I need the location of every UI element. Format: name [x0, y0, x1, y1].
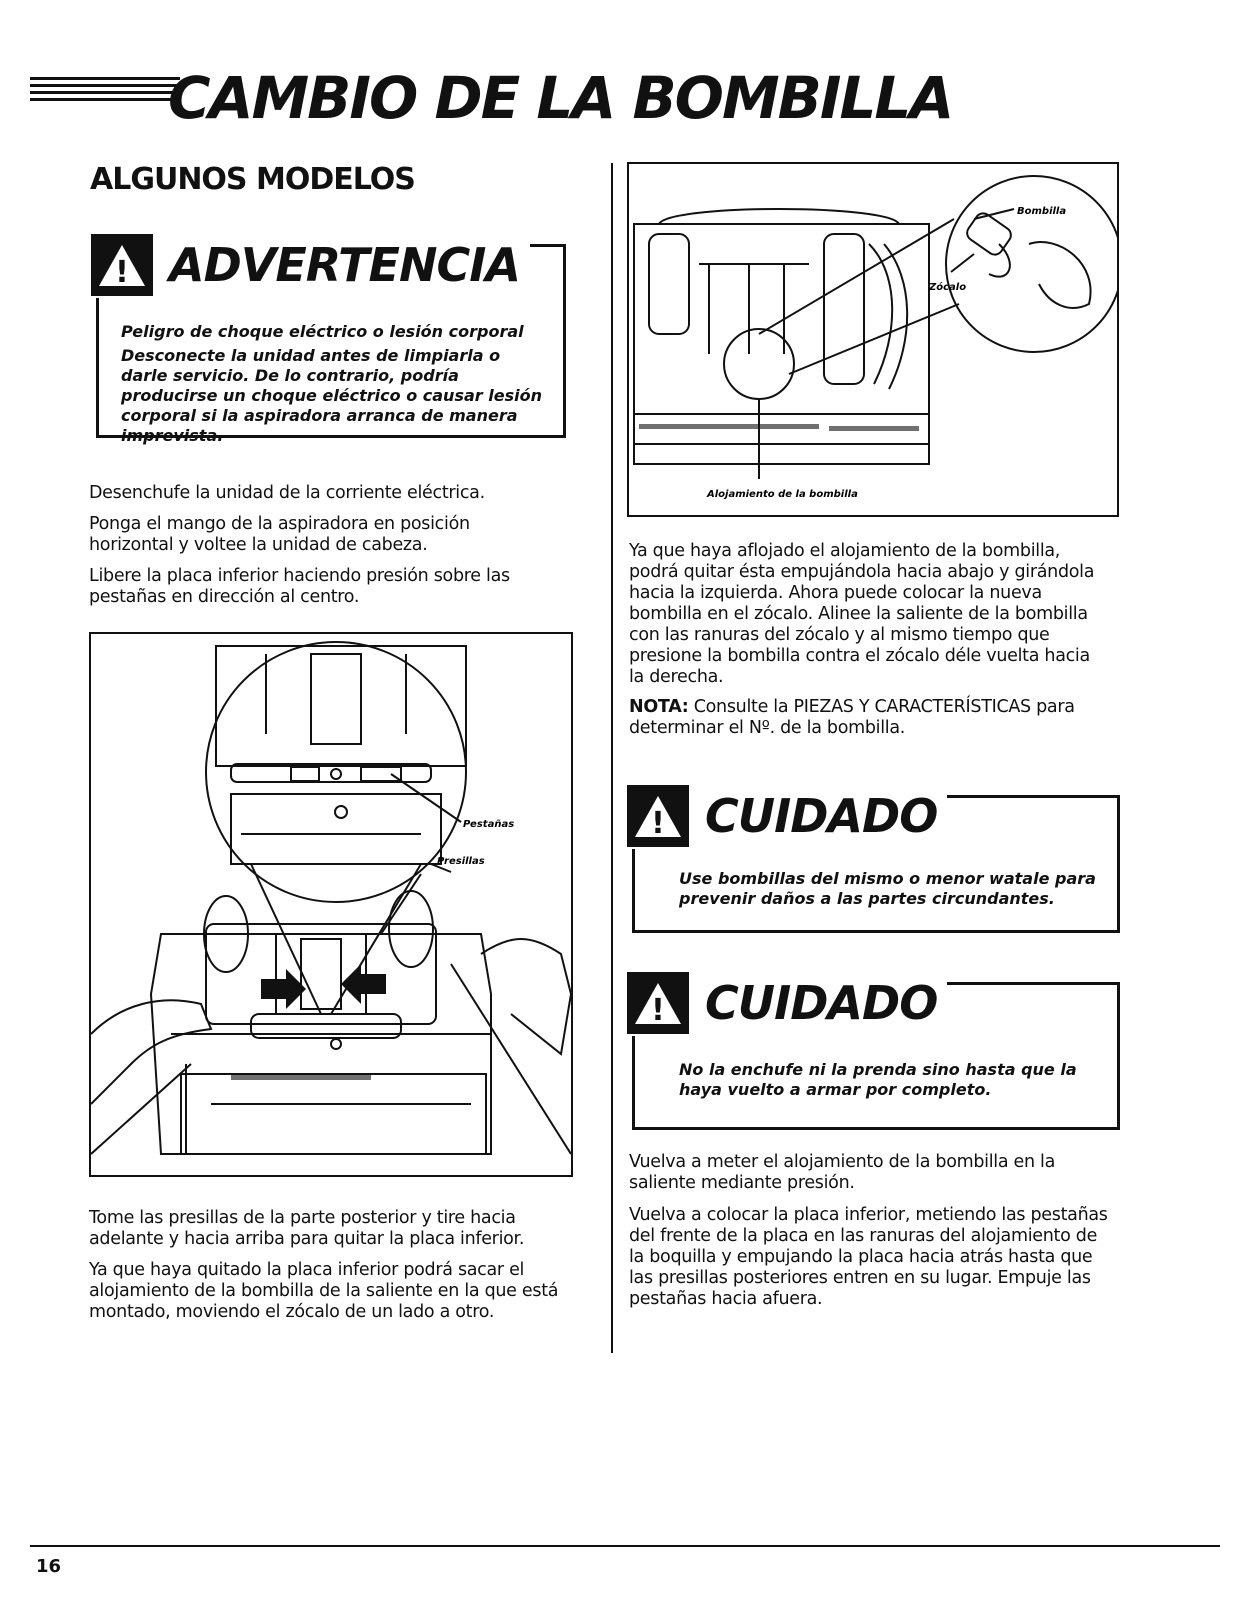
- title-decorative-bars: [30, 75, 180, 105]
- caution-heading-2: CUIDADO: [705, 976, 938, 1030]
- left-paragraph-2: Ponga el mango de la aspiradora en posición horizontal y voltee la unidad de cabeza.: [89, 514, 470, 555]
- callout-clips: Presillas: [437, 856, 485, 867]
- callout-bulb: Bombilla: [1017, 206, 1067, 217]
- svg-text:!: !: [651, 806, 665, 839]
- right-paragraph-2: Vuelva a meter el alojamiento de la bombilla en la saliente mediante presión.: [629, 1152, 1056, 1193]
- column-divider: [611, 163, 613, 1353]
- page-number: 16: [36, 1556, 62, 1577]
- warning-heading: ADVERTENCIA: [169, 238, 520, 292]
- bulb-housing-drawing: [629, 164, 1117, 515]
- svg-text:!: !: [651, 993, 665, 1026]
- warning-box: [91, 232, 571, 445]
- bulb-housing-illustration: [627, 162, 1119, 517]
- bottom-plate-illustration: [89, 632, 573, 1177]
- left-paragraph-1: Desenchufe la unidad de la corriente eléctrica.: [89, 483, 485, 503]
- callout-socket: Zócalo: [929, 282, 967, 293]
- section-subtitle: ALGUNOS MODELOS: [90, 162, 415, 197]
- warning-triangle-icon: [91, 234, 153, 296]
- warning-line-2: Desconecte la unidad antes de limpiarla o darle servicio. De lo contrario, podría producirse un choque eléctrico o causar lesión corporal si la aspiradora arranca de manera imprevista.: [121, 346, 542, 445]
- caution-heading-1: CUIDADO: [705, 789, 938, 843]
- page-title: CAMBIO DE LA BOMBILLA: [168, 64, 953, 132]
- warning-triangle-icon: [627, 785, 689, 847]
- caution-text-2: No la enchufe ni la prenda sino hasta que la haya vuelto a armar por completo.: [679, 1060, 1077, 1099]
- footer-rule: [30, 1545, 1220, 1547]
- left-paragraph-3: Libere la placa inferior haciendo presión sobre las pestañas en dirección al centro.: [89, 566, 510, 607]
- callout-bulb-housing: Alojamiento de la bombilla: [707, 489, 858, 500]
- left-paragraph-5: Ya que haya quitado la placa inferior podrá sacar el alojamiento de la bombilla de la saliente en la que está montado, moviendo el zócalo de un lado a otro.: [89, 1260, 559, 1322]
- caution-text-1: Use bombillas del mismo o menor watale para prevenir daños a las partes circundantes.: [679, 869, 1096, 908]
- warning-triangle-icon: [627, 972, 689, 1034]
- warning-line-1: Peligro de choque eléctrico o lesión corporal: [121, 322, 524, 341]
- note-paragraph: [629, 697, 1104, 739]
- bottom-plate-drawing: [91, 634, 571, 1175]
- note-text: Consulte la PIEZAS Y CARACTERÍSTICAS para determinar el Nº. de la bombilla.: [629, 697, 1075, 738]
- note-label: NOTA:: [629, 697, 689, 717]
- left-paragraph-4: Tome las presillas de la parte posterior y tire hacia adelante y hacia arriba para quitar la placa inferior.: [89, 1208, 525, 1249]
- right-paragraph-1: Ya que haya aflojado el alojamiento de la bombilla, podrá quitar ésta empujándola hacia abajo y girándola hacia la izquierda. Ahora puede colocar la nueva bombilla en el zócalo. Alinee la saliente de la bombilla con las ranuras del zócalo y al mismo tiempo que presione la bombilla contra el zócalo déle vuelta hacia la derecha.: [629, 541, 1095, 687]
- warning-body: [121, 322, 551, 446]
- caution-box-1: [627, 783, 1122, 935]
- right-paragraph-3: Vuelva a colocar la placa inferior, metiendo las pestañas del frente de la placa en las ranuras del alojamiento de la boquilla y empujando la placa hacia atrás hasta que las presillas posteriores entren en su lugar. Empuje las pestañas hacia afuera.: [629, 1205, 1108, 1309]
- caution-box-2: [627, 970, 1122, 1132]
- callout-tabs: Pestañas: [463, 819, 515, 830]
- svg-text:!: !: [115, 255, 129, 288]
